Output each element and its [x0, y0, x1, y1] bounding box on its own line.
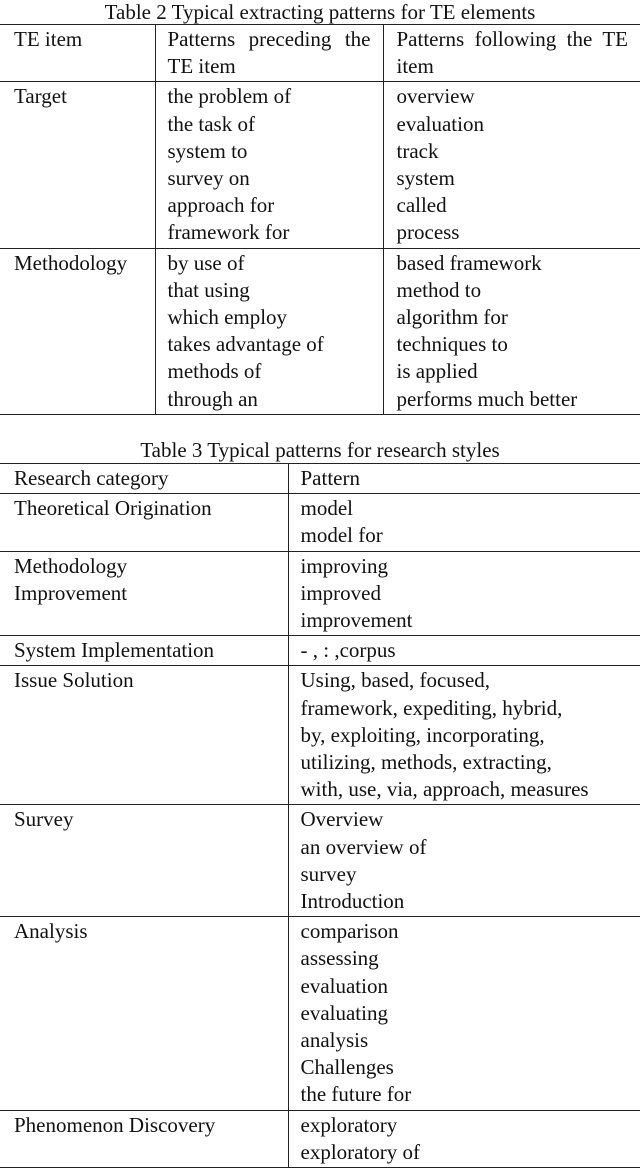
table-row: [0, 1110, 640, 1167]
table-row: [0, 636, 640, 666]
cell-line: performs much better: [397, 386, 629, 413]
cell-line: algorithm for: [397, 304, 629, 331]
pattern-cell: [288, 494, 640, 551]
table-row: [0, 551, 640, 636]
table-row: [0, 917, 640, 1110]
cell-line: method to: [397, 277, 629, 304]
preceding-patterns-cell: [155, 82, 383, 248]
cell-line: system to: [168, 138, 371, 165]
following-patterns-cell: [383, 82, 640, 248]
cell-line: survey: [301, 861, 640, 888]
cell-line: with, use, via, approach, measures: [301, 776, 640, 803]
cell-line: Overview: [301, 806, 640, 833]
cell-line: track: [397, 138, 629, 165]
cell-line: System Implementation: [14, 637, 288, 664]
table-3-caption: Table 3 Typical patterns for research styles: [0, 438, 640, 462]
research-category-cell: [0, 805, 288, 917]
cell-line: called: [397, 192, 629, 219]
table-3-research-styles: [0, 463, 640, 1168]
cell-line: evaluation: [301, 973, 640, 1000]
cell-line: evaluating: [301, 1000, 640, 1027]
pattern-cell: [288, 805, 640, 917]
cell-line: Challenges: [301, 1054, 640, 1081]
cell-line: an overview of: [301, 834, 640, 861]
cell-line: utilizing, methods, extracting,: [301, 749, 640, 776]
cell-line: Theoretical Origination: [14, 495, 288, 522]
table-row: [0, 666, 640, 805]
cell-line: exploratory: [301, 1112, 640, 1139]
pattern-cell: [288, 917, 640, 1110]
cell-line: improvement: [301, 607, 640, 634]
table-2-caption: Table 2 Typical extracting patterns for TE elements: [0, 0, 640, 24]
cell-line: by, exploiting, incorporating,: [301, 722, 640, 749]
header-research-category: Research category: [0, 464, 288, 494]
cell-line: framework, expediting, hybrid,: [301, 695, 640, 722]
research-category-cell: [0, 917, 288, 1110]
cell-line: model: [301, 495, 640, 522]
following-patterns-cell: [383, 248, 640, 414]
preceding-patterns-cell: [155, 248, 383, 414]
pattern-cell: [288, 636, 640, 666]
cell-line: Phenomenon Discovery: [14, 1112, 288, 1139]
research-category-cell: [0, 551, 288, 636]
cell-line: Methodology: [14, 250, 155, 277]
table-row: [0, 248, 640, 414]
header-te-item: TE item: [0, 25, 155, 82]
cell-line: improving: [301, 553, 640, 580]
cell-line: the problem of: [168, 83, 371, 110]
cell-line: Methodology: [14, 553, 288, 580]
cell-line: model for: [301, 522, 640, 549]
table-row: [0, 805, 640, 917]
research-category-cell: [0, 636, 288, 666]
table-header-row: [0, 464, 640, 494]
cell-line: takes advantage of: [168, 331, 371, 358]
pattern-cell: [288, 666, 640, 805]
header-following: Patterns following the TE item: [383, 25, 640, 82]
cell-line: system: [397, 165, 629, 192]
cell-line: through an: [168, 386, 371, 413]
cell-line: which employ: [168, 304, 371, 331]
cell-line: the task of: [168, 111, 371, 138]
cell-line: is applied: [397, 358, 629, 385]
cell-line: that using: [168, 277, 371, 304]
cell-line: assessing: [301, 945, 640, 972]
cell-line: methods of: [168, 358, 371, 385]
cell-line: techniques to: [397, 331, 629, 358]
research-category-cell: [0, 666, 288, 805]
cell-line: the future for: [301, 1081, 640, 1108]
cell-line: Issue Solution: [14, 667, 288, 694]
te-item-cell: [0, 82, 155, 248]
pattern-cell: [288, 551, 640, 636]
cell-line: Target: [14, 83, 155, 110]
cell-line: comparison: [301, 918, 640, 945]
pattern-cell: [288, 1110, 640, 1167]
cell-line: Introduction: [301, 888, 640, 915]
cell-line: Analysis: [14, 918, 288, 945]
cell-line: overview: [397, 83, 629, 110]
research-category-cell: [0, 1110, 288, 1167]
table-header-row: [0, 25, 640, 82]
header-pattern: Pattern: [288, 464, 640, 494]
cell-line: by use of: [168, 250, 371, 277]
cell-line: analysis: [301, 1027, 640, 1054]
table-row: [0, 494, 640, 551]
cell-line: Survey: [14, 806, 288, 833]
table-row: [0, 82, 640, 248]
cell-line: evaluation: [397, 111, 629, 138]
cell-line: improved: [301, 580, 640, 607]
cell-line: survey on: [168, 165, 371, 192]
research-category-cell: [0, 494, 288, 551]
table-2-te-patterns: [0, 24, 640, 415]
cell-line: - , : ,corpus: [301, 637, 640, 664]
cell-line: Improvement: [14, 580, 288, 607]
cell-line: approach for: [168, 192, 371, 219]
cell-line: framework for: [168, 219, 371, 246]
cell-line: based framework: [397, 250, 629, 277]
te-item-cell: [0, 248, 155, 414]
cell-line: process: [397, 219, 629, 246]
cell-line: Using, based, focused,: [301, 667, 640, 694]
cell-line: exploratory of: [301, 1139, 640, 1166]
header-preceding: Patterns preceding the TE item: [155, 25, 383, 82]
